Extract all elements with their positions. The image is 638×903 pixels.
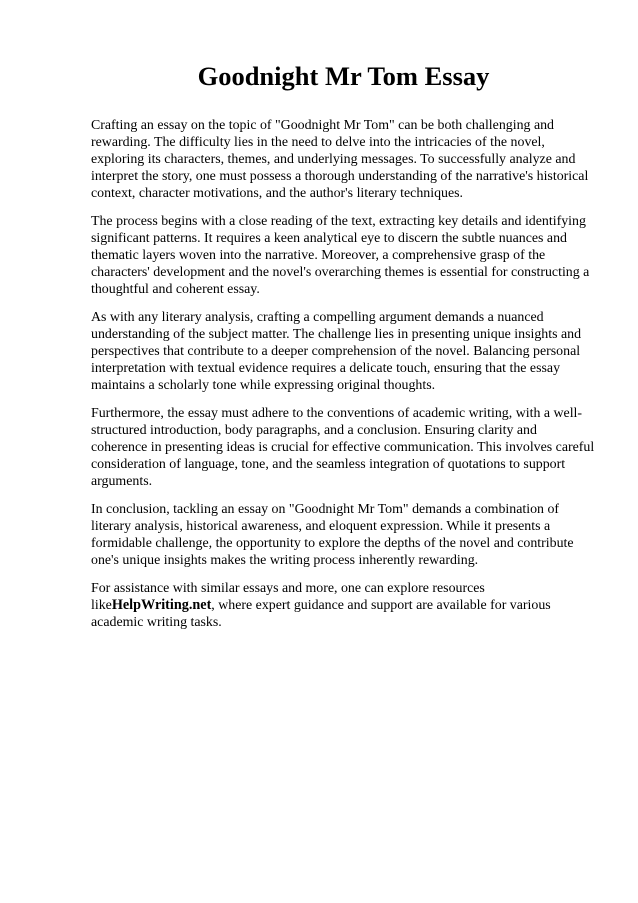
closing-text-after: , where expert guidance and support are available for various academic writing tasks. (91, 598, 551, 630)
brand-name: HelpWriting.net (111, 597, 212, 613)
document-title: Goodnight Mr Tom Essay (197, 61, 490, 91)
paragraph-process: The process begins with a close reading of the text, extracting key details and identifying significant patterns. It requires a keen analytical eye to discern the subtle nuances and thematic layers woven into the narrative. Moreover, a comprehensive grasp of the characters' development and the novel's overarching themes is essential for constructing a thoughtful and coherent essay. (91, 214, 590, 297)
paragraph-intro: Crafting an essay on the topic of "Goodnight Mr Tom" can be both challenging and rewarding. The difficulty lies in the need to delve into the intricacies of the novel, exploring its characters, themes, and underlying messages. To successfully analyze and interpret the story, one must possess a thorough understanding of the narrative's historical context, character motivations, and the author's literary techniques. (91, 118, 589, 201)
paragraph-conventions: Furthermore, the essay must adhere to the conventions of academic writing, with a well-structured introduction, body paragraphs, and a conclusion. Ensuring clarity and coherence in presenting ideas is crucial for effective communication. This involves careful consideration of language, tone, and the seamless integration of quotations to support arguments. (91, 406, 595, 489)
paragraph-closing (91, 580, 596, 631)
closing-text-before: For assistance with similar essays and more, one can explore resources like (91, 581, 485, 613)
paragraph-conclusion: In conclusion, tackling an essay on "Goodnight Mr Tom" demands a combination of literary analysis, historical awareness, and eloquent expression. While it presents a formidable challenge, the opportunity to explore the depths of the novel and contribute one's unique insights makes the writing process inherently rewarding. (91, 502, 574, 568)
document-page (91, 58, 596, 631)
paragraph-analysis: As with any literary analysis, crafting a compelling argument demands a nuanced understanding of the subject matter. The challenge lies in presenting unique insights and perspectives that contribute to a deeper comprehension of the novel. Balancing personal interpretation with textual evidence requires a delicate touch, ensuring that the essay maintains a scholarly tone while expressing original thoughts. (91, 310, 582, 393)
